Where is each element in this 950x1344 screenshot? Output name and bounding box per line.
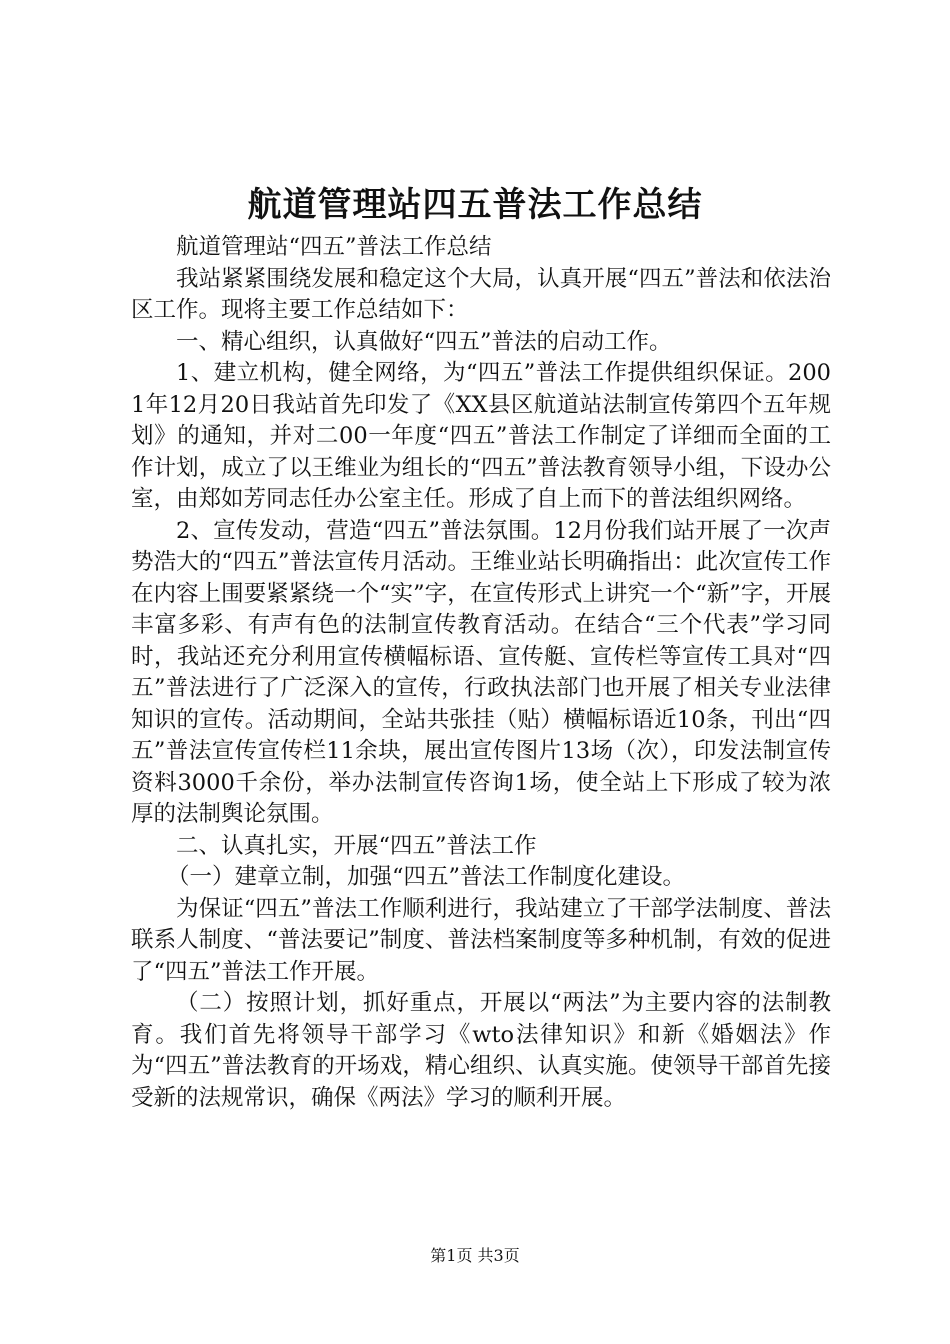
document-body	[131, 232, 831, 1114]
heading-section-two: 二、认真扎实，开展“四五”普法工作	[176, 832, 537, 859]
page-footer	[0, 1246, 950, 1266]
paragraph-intro: 我站紧紧围绕发展和稳定这个大局，认真开展“四五”普法和依法治区工作。现将主要工作总结如下：	[131, 265, 831, 323]
paragraph-item-1: 1、建立机构，健全网络，为“四五”普法工作提供组织保证。2001年12月20日我站首先印发了《XX县区航道站法制宣传第四个五年规划》的通知，并对二00一年度“四五”普法工作制定了详细而全面的工作计划，成立了以王维业为组长的“四五”普法教育领导小组，下设办公室，由郑如芳同志任办公室主任。形成了自上而下的普法组织网络。	[131, 360, 831, 512]
paragraph-subtitle: 航道管理站“四五”普法工作总结	[176, 234, 492, 260]
heading-section-one: 一、精心组织，认真做好“四五”普法的启动工作。	[176, 328, 672, 355]
heading-subsection-one: （一）建章立制，加强“四五”普法工作制度化建设。	[167, 864, 686, 890]
paragraph-subsection-two: （二）按照计划，抓好重点，开展以“两法”为主要内容的法制教育。我们首先将领导干部学习《wto法律知识》和新《婚姻法》作为“四五”普法教育的开场戏，精心组织、认真实施。使领导干部首先接受新的法规常识，确保《两法》学习的顺利开展。	[131, 990, 831, 1111]
page-number: 第1页 共3页	[430, 1246, 520, 1265]
document-title: 航道管理站四五普法工作总结	[247, 185, 703, 225]
paragraph-item-2: 2、宣传发动，营造“四五”普法氛围。12月份我们站开展了一次声势浩大的“四五”普法宣传月活动。王维业站长明确指出：此次宣传工作在内容上围要紧紧绕一个“实”字，在宣传形式上讲究一个“新”字，开展丰富多彩、有声有色的法制宣传教育活动。在结合“三个代表”学习同时，我站还充分利用宣传横幅标语、宣传艇、宣传栏等宣传工具对“四五”普法进行了广泛深入的宣传，行政执法部门也开展了相关专业法律知识的宣传。活动期间，全站共张挂（贴）横幅标语近10条，刊出“四五”普法宣传宣传栏11余块，展出宣传图片13场（次），印发法制宣传资料3000千余份，举办法制宣传咨询1场，使全站上下形成了较为浓厚的法制舆论氛围。	[131, 517, 831, 827]
paragraph-subsection-one: 为保证“四五”普法工作顺利进行，我站建立了干部学法制度、普法联系人制度、“普法要记”制度、普法档案制度等多种机制，有效的促进了“四五”普法工作开展。	[131, 895, 831, 985]
